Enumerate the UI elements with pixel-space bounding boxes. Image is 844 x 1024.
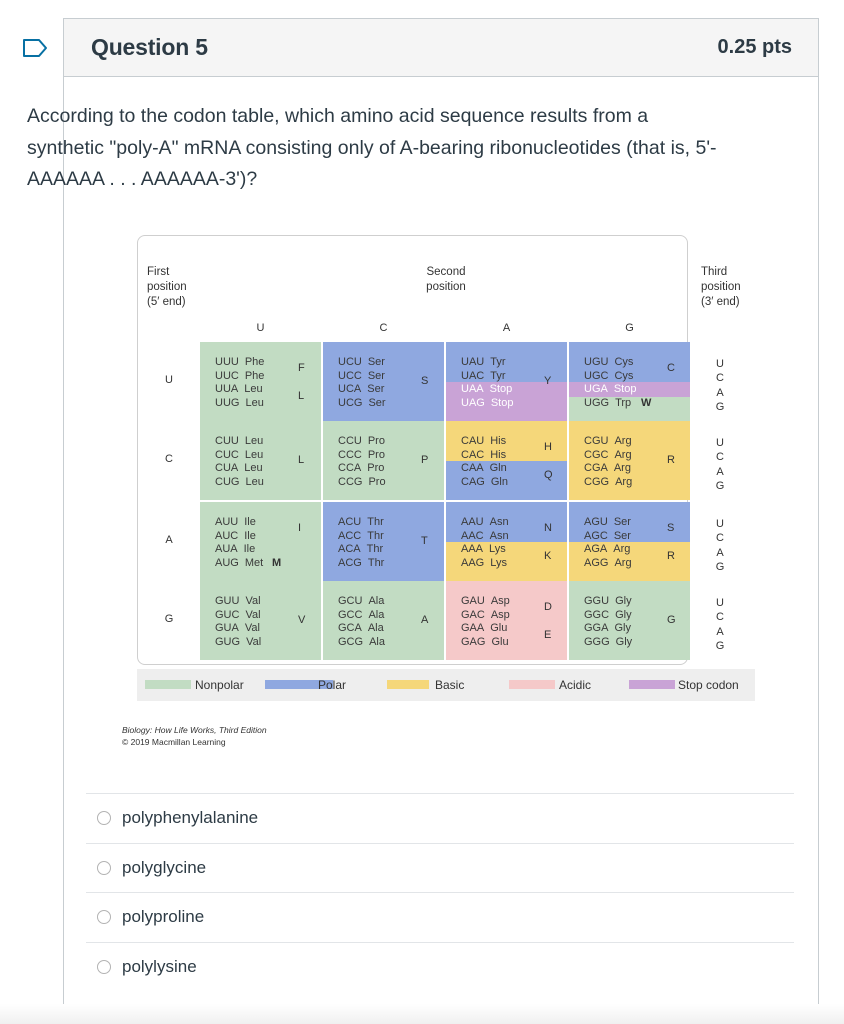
legend-label-stop: Stop codon [678, 678, 739, 692]
codon-entry: UGC Cys [584, 369, 634, 382]
legend-label-acidic: Acidic [559, 678, 592, 692]
question-points: 0.25 pts [717, 36, 792, 58]
question-text: According to the codon table, which amino acid sequence results from a synthetic "poly-A" mRNA consisting only of A-bearing ribonucleotides (that is, 5'-AAAAAA . . . AAAAAA-3')? [27, 105, 717, 190]
second-base-header-A: A [502, 322, 511, 334]
one-letter-code: N [544, 522, 552, 534]
codon-entry: UUG Leu [215, 396, 264, 409]
bottom-shadow [0, 1004, 844, 1024]
codon-cell-GU [200, 581, 321, 660]
one-letter-code: R [667, 454, 675, 466]
codon-entry: GCA Ala [338, 622, 384, 634]
one-letter-code: M [272, 557, 282, 569]
legend-label-nonpolar: Nonpolar [195, 678, 244, 692]
codon-entry: AUA Ile [215, 543, 256, 555]
codon-entry: CUC Leu [215, 448, 264, 461]
codon-entry: CUG Leu [215, 475, 264, 488]
radio-button[interactable] [97, 960, 111, 974]
question-title: Question 5 [91, 34, 208, 60]
one-letter-code: Y [544, 375, 552, 387]
codon-entry: UCA Ser [338, 383, 385, 395]
second-base-header-C: C [379, 322, 388, 334]
codon-entry: CAA Gln [461, 462, 507, 474]
one-letter-code: G [667, 614, 676, 626]
radio-button[interactable] [97, 811, 111, 825]
codon-entry: GGA Gly [584, 622, 631, 634]
codon-entry: AAC Asn [461, 529, 509, 542]
codon-entry: AGA Arg [584, 543, 631, 555]
codon-entry: CCU Pro [338, 435, 385, 447]
codon-cell-CU [200, 421, 321, 500]
codon-entry: UUA Leu [215, 383, 263, 395]
codon-entry: CAC His [461, 448, 507, 461]
codon-cell-GA [446, 581, 567, 660]
codon-entry: GAC Asp [461, 608, 510, 621]
one-letter-code: L [298, 390, 305, 402]
codon-entry: CGC Arg [584, 448, 632, 461]
codon-entry: GCU Ala [338, 595, 385, 607]
codon-cell-AC [323, 502, 444, 581]
codon-entry: ACU Thr [338, 516, 384, 528]
legend-swatch-stop [629, 680, 675, 689]
legend-swatch-acidic [509, 680, 555, 689]
codon-entry: GCG Ala [338, 635, 385, 648]
codon-entry: AUU Ile [215, 516, 256, 528]
one-letter-code: I [298, 522, 302, 534]
codon-entry: AGG Arg [584, 556, 632, 569]
codon-entry: CAG Gln [461, 475, 508, 488]
codon-entry: CCC Pro [338, 448, 385, 461]
one-letter-code: T [421, 535, 428, 547]
codon-entry: AGC Ser [584, 529, 631, 542]
codon-entry: UGG Trp [584, 396, 632, 409]
codon-entry: GGC Gly [584, 608, 632, 621]
one-letter-code: E [544, 629, 552, 641]
one-letter-code: Q [544, 469, 553, 481]
codon-entry: CUU Leu [215, 435, 264, 447]
legend-swatch-basic [387, 680, 429, 689]
third-base-column: U C A G [715, 437, 725, 492]
codon-cell-AU [200, 502, 321, 581]
one-letter-code: S [667, 522, 675, 534]
radio-button[interactable] [97, 910, 111, 924]
answer-label[interactable]: polyglycine [122, 857, 207, 877]
second-base-header-G: G [625, 322, 634, 334]
legend-swatch-nonpolar [145, 680, 191, 689]
codon-entry: GCC Ala [338, 608, 385, 621]
codon-cell-AG [569, 502, 690, 581]
codon-cell-CG [569, 421, 690, 500]
color-legend [137, 669, 755, 701]
one-letter-code: V [298, 614, 306, 626]
one-letter-code: P [421, 454, 429, 466]
codon-entry: CAU His [461, 435, 507, 447]
codon-entry: UUU Phe [215, 356, 265, 368]
third-base-column: U C A G [715, 597, 725, 652]
first-base-header-C: C [165, 453, 173, 465]
answer-option-2[interactable] [86, 843, 794, 893]
third-base-column: U C A G [715, 358, 725, 413]
answer-label[interactable]: polylysine [122, 956, 197, 976]
codon-cell-UA [446, 342, 567, 421]
codon-entry: GGU Gly [584, 595, 632, 607]
one-letter-code: C [667, 362, 675, 374]
codon-entry: ACA Thr [338, 543, 384, 555]
one-letter-code: L [298, 454, 305, 466]
third-position-label: Third position (3′ end) [701, 266, 741, 308]
answer-option-1[interactable] [86, 793, 794, 843]
codon-entry: UCG Ser [338, 396, 386, 409]
codon-entry: UGU Cys [584, 356, 634, 368]
answer-option-4[interactable] [86, 942, 794, 992]
codon-entry: UAU Tyr [461, 356, 506, 368]
first-base-header-U: U [165, 374, 173, 386]
one-letter-code: H [544, 441, 552, 453]
one-letter-code: A [421, 614, 429, 626]
one-letter-code: W [641, 397, 652, 409]
codon-entry: CGG Arg [584, 475, 633, 488]
radio-button[interactable] [97, 861, 111, 875]
one-letter-code: R [667, 550, 675, 562]
codon-cell-UG [569, 342, 690, 421]
codon-entry: GAU Asp [461, 595, 510, 607]
one-letter-code: F [298, 362, 305, 374]
codon-entry: GUA Val [215, 622, 260, 634]
codon-entry: UAG Stop [461, 396, 514, 409]
first-position-label: First position (5′ end) [147, 266, 187, 308]
codon-entry: AGU Ser [584, 516, 631, 528]
codon-entry: GUU Val [215, 595, 261, 607]
one-letter-code: K [544, 550, 552, 562]
legend-label-polar: Polar [318, 678, 347, 692]
codon-entry: UAA Stop [461, 383, 513, 395]
codon-entry: CCA Pro [338, 462, 385, 474]
codon-cell-UU [200, 342, 321, 421]
first-base-header-G: G [164, 613, 174, 625]
question-header [64, 19, 818, 77]
legend-label-basic: Basic [435, 678, 465, 692]
codon-entry: ACG Thr [338, 556, 385, 569]
codon-entry: UCC Ser [338, 369, 385, 382]
codon-entry: GAA Glu [461, 622, 508, 634]
one-letter-code: D [544, 601, 552, 613]
codon-cell-GG [569, 581, 690, 660]
codon-entry: AAG Lys [461, 556, 507, 569]
codon-entry: UCU Ser [338, 356, 385, 368]
answer-option-3[interactable] [86, 892, 794, 942]
codon-entry: ACC Thr [338, 529, 384, 542]
codon-cell-AA [446, 502, 567, 581]
first-base-header-A: A [165, 534, 173, 546]
second-position-label: Second position [426, 266, 466, 293]
codon-entry: UGA Stop [584, 383, 637, 395]
flag-question-icon[interactable] [22, 38, 48, 58]
codon-table-figure [73, 235, 741, 705]
codon-entry: CCG Pro [338, 475, 386, 488]
answer-label[interactable]: polyproline [122, 907, 205, 927]
answer-list [86, 793, 794, 991]
codon-cell-UC [323, 342, 444, 421]
codon-entry: AUG Met [215, 556, 264, 569]
codon-entry: GAG Glu [461, 635, 509, 648]
codon-entry: UAC Tyr [461, 369, 506, 382]
second-base-header-U: U [256, 322, 265, 334]
third-base-column: U C A G [715, 518, 725, 573]
codon-cell-CC [323, 421, 444, 500]
codon-entry: CGA Arg [584, 462, 631, 474]
codon-cell-CA [446, 421, 567, 500]
codon-entry: UUC Phe [215, 369, 265, 382]
codon-entry: AAU Asn [461, 516, 509, 528]
figure-credit: Biology: How Life Works, Third Edition © 2019 Macmillan Learning [122, 725, 267, 747]
codon-entry: AUC Ile [215, 529, 256, 542]
codon-entry: CUA Leu [215, 462, 263, 474]
codon-entry: CGU Arg [584, 435, 632, 447]
one-letter-code: S [421, 375, 429, 387]
codon-entry: AAA Lys [461, 543, 506, 555]
codon-cell-GC [323, 581, 444, 660]
answer-label[interactable]: polyphenylalanine [122, 808, 259, 828]
codon-entry: GGG Gly [584, 635, 633, 648]
codon-entry: GUG Val [215, 635, 262, 648]
codon-entry: GUC Val [215, 608, 261, 621]
